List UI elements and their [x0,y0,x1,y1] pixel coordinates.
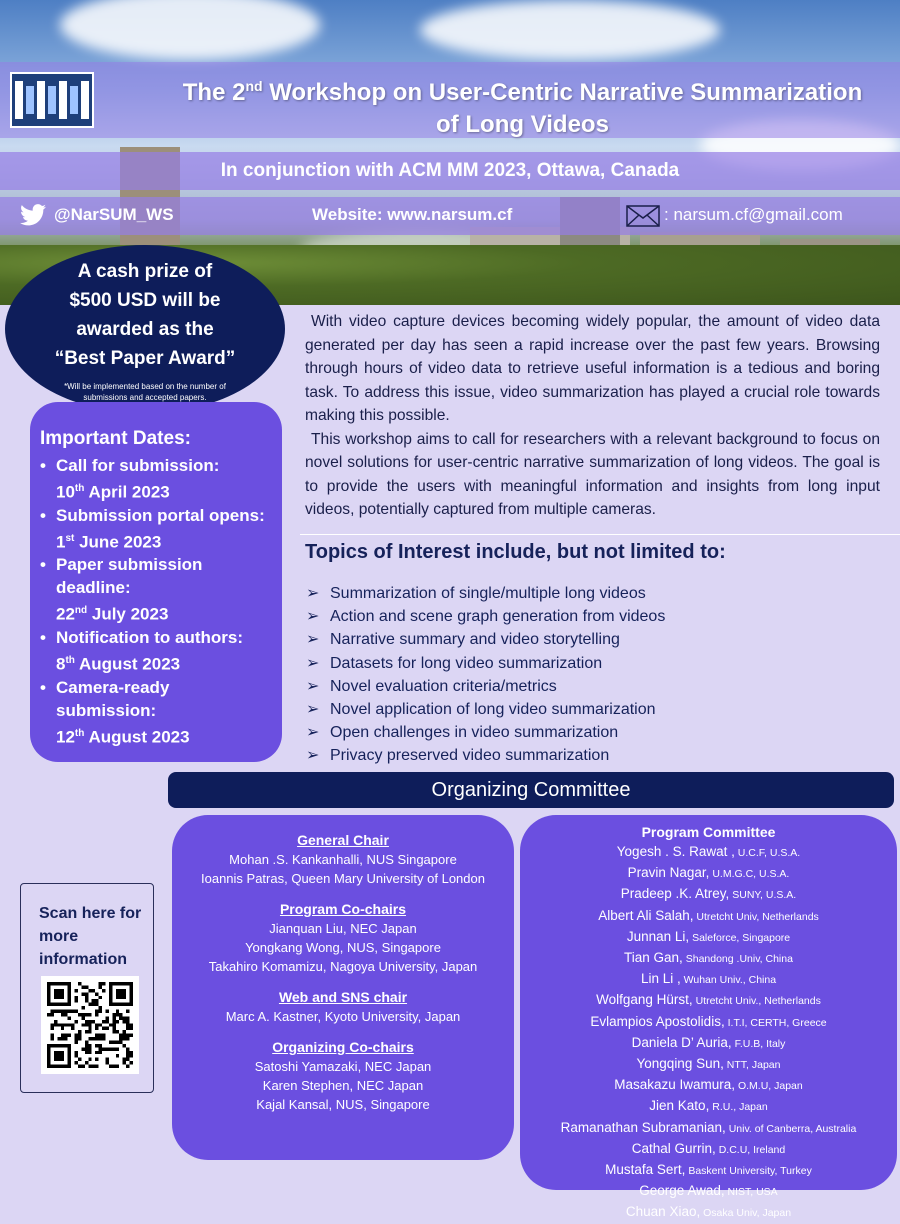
topics-title: Topics of Interest include, but not limited to: [305,541,726,563]
mm-logo [10,72,94,128]
date-item: • Camera-ready submission: 12th August 2023 [40,676,274,749]
list-item: ➢ Summarization of single/multiple long videos [306,582,665,605]
role-heading: Web and SNS chair [278,989,408,1005]
member: Jianquan Liu, NEC Japan [269,921,417,936]
cloud [420,0,720,60]
email-link[interactable]: : narsum.cf@gmail.com [664,205,843,224]
role-heading: Program Co-chairs [279,901,407,917]
member: Yogesh . S. Rawat , U.C.F, U.S.A. [616,844,801,859]
arrow-bullet-icon: ➢ [306,654,320,672]
member: Junnan Li, Saleforce, Singapore [626,928,791,944]
twitter-handle[interactable]: @NarSUM_WS [54,205,174,224]
topics-list [306,582,665,768]
conjunction-text: In conjunction with ACM MM 2023, Ottawa, Canada [220,160,680,181]
member: Daniela D’ Auria, F.U.B, Italy [631,1034,786,1050]
role-heading: Organizing Co-chairs [272,1039,414,1055]
divider [300,534,900,535]
cloud [60,0,320,60]
member: George Awad, NIST, USA [639,1183,778,1199]
member: Mustafa Sert, Baskent University, Turkey [605,1162,812,1178]
scan-text: Scan here for more information [39,905,142,968]
member: Ramanathan Subramanian, Univ. of Canberra, Australia [560,1119,857,1135]
member: Pravin Nagar, U.M.G.C, U.S.A. [627,865,790,881]
member: Marc A. Kastner, Kyoto University, Japan [225,1009,461,1024]
important-dates [30,402,282,762]
list-item: ➢ Datasets for long video summarization [306,652,665,675]
intro-paragraph: With video capture devices becoming widely popular, the amount of video data generated per day has seen a rapid increase over the past few years. Browsing through hours of video data to retrieve useful information is a tedious and boring task. To address this issue, video summarization has played a crucial role towards making this possible. [305,313,880,424]
member: Cathal Gurrin, D.C.U, Ireland [631,1140,786,1156]
date-item: • Call for submission: 10th April 2023 [40,454,274,504]
member: Chuan Xiao, Osaka Univ, Japan [625,1204,792,1220]
prize-note: *Will be implemented based on the number of submissions and accepted papers. [64,382,226,402]
member: Ioannis Patras, Queen Mary University of London [201,871,485,886]
list-item: ➢ Privacy preserved video summarization [306,744,665,767]
arrow-bullet-icon: ➢ [306,631,320,649]
member: Satoshi Yamazaki, NEC Japan [254,1059,432,1074]
role-heading: Program Committee [641,824,776,840]
member: Masakazu Iwamura, O.M.U, Japan [614,1077,803,1093]
twitter-icon[interactable] [20,204,46,226]
arrow-bullet-icon: ➢ [306,608,320,626]
scan-box [20,883,154,1093]
member: Jien Kato, R.U., Japan [649,1098,768,1114]
mail-icon [626,205,660,227]
arrow-bullet-icon: ➢ [306,585,320,602]
date-item: • Paper submission deadline: 22nd July 2023 [40,553,274,626]
member: Yongqing Sun, NTT, Japan [636,1056,781,1072]
intro-text [305,310,880,522]
role-heading: General Chair [297,832,389,848]
list-item: ➢ Action and scene graph generation from videos [306,605,665,628]
member: Albert Ali Salah, Utretcht Univ, Netherlands [598,907,819,923]
committee-title: Organizing Committee [168,772,894,808]
page-title: The 2nd Workshop on User-Centric Narrative Summarization of Long Videos [182,78,863,138]
website-link[interactable]: Website: www.narsum.cf [312,205,513,224]
list-item: ➢ Narrative summary and video storytelling [306,628,665,651]
member: Evlampios Apostolidis, I.T.I, CERTH, Greece [590,1013,827,1029]
list-item: ➢ Open challenges in video summarization [306,721,665,744]
intro-paragraph: This workshop aims to call for researchers with a relevant background to focus on novel solutions for user-centric narrative summarization of long videos. The goal is to provide the users with meaningful information and insights from long input videos, potentially captured from multiple cameras. [305,430,880,518]
arrow-bullet-icon: ➢ [306,701,320,719]
list-item: ➢ Novel application of long video summarization [306,698,665,721]
member: Yongkang Wong, NUS, Singapore [245,940,441,955]
arrow-bullet-icon: ➢ [306,747,320,765]
prize-text: A cash prize of $500 USD will be awarded as the “Best Paper Award” [54,261,236,369]
member: Tian Gan, Shandong .Univ, China [624,950,793,966]
member: Lin Li , Wuhan Univ., China [640,971,777,987]
member: Takahiro Komamizu, Nagoya University, Japan [208,959,478,974]
program-committee-box [520,815,897,1220]
member: Wolfgang Hürst, Utretcht Univ., Netherlands [596,992,821,1008]
organizers-box [172,815,514,1160]
member: Karen Stephen, NEC Japan [262,1078,424,1093]
qr-code-icon[interactable] [41,976,139,1074]
dates-title: Important Dates: [40,428,191,449]
date-item: • Notification to authors: 8th August 2023 [40,626,274,676]
member: Pradeep .K. Atrey, SUNY, U.S.A. [620,886,797,902]
prize-oval [5,245,285,413]
arrow-bullet-icon: ➢ [306,677,320,695]
list-item: ➢ Novel evaluation criteria/metrics [306,675,665,698]
date-item: • Submission portal opens: 1st June 2023 [40,504,274,554]
member: Mohan .S. Kankanhalli, NUS Singapore [229,852,457,867]
arrow-bullet-icon: ➢ [306,724,320,742]
member: Kajal Kansal, NUS, Singapore [256,1097,430,1112]
